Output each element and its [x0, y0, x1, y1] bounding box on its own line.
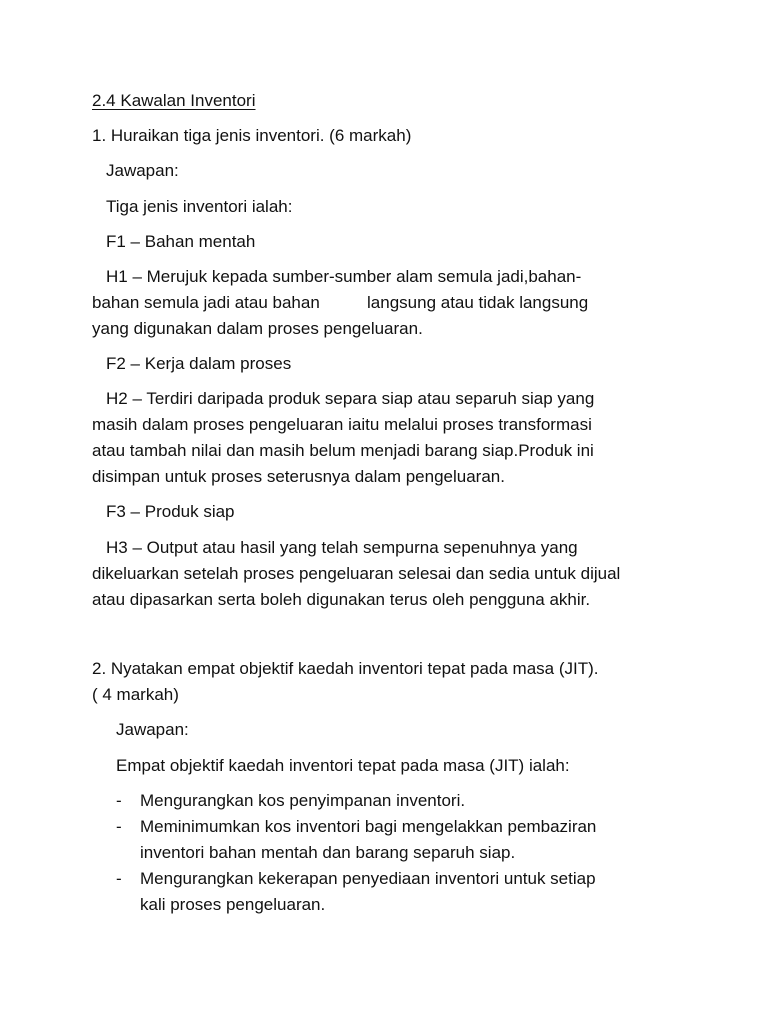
q2-bullet-2-line-1: Meminimumkan kos inventori bagi mengelakkan pembaziran	[140, 817, 597, 836]
question-2-line-2: ( 4 markah)	[92, 685, 179, 704]
q1-h1-line-3: yang digunakan dalam proses pengeluaran.	[92, 319, 423, 338]
q1-answer-label: Jawapan:	[106, 161, 179, 180]
q2-intro: Empat objektif kaedah inventori tepat pada masa (JIT) ialah:	[116, 756, 570, 775]
q1-h1-line-1: H1 – Merujuk kepada sumber-sumber alam semula jadi,bahan-	[106, 267, 582, 286]
q1-h2-line-4: disimpan untuk proses seterusnya dalam pengeluaran.	[92, 467, 505, 486]
q1-f2: F2 – Kerja dalam proses	[106, 354, 292, 373]
q2-bullet-3-dash: -	[116, 869, 122, 888]
question-2-line-1: 2. Nyatakan empat objektif kaedah inventori tepat pada masa (JIT).	[92, 659, 599, 678]
q1-h2-line-2: masih dalam proses pengeluaran iaitu melalui proses transformasi	[92, 415, 592, 434]
q2-bullet-1-dash: -	[116, 791, 122, 810]
q1-h2-line-1: H2 – Terdiri daripada produk separa siap atau separuh siap yang	[106, 389, 595, 408]
section-heading: 2.4 Kawalan Inventori	[92, 91, 256, 110]
q2-answer-label: Jawapan:	[116, 720, 189, 739]
q1-intro: Tiga jenis inventori ialah:	[106, 197, 293, 216]
q2-bullet-3-line-2: kali proses pengeluaran.	[140, 895, 326, 914]
q1-f3: F3 – Produk siap	[106, 502, 235, 521]
q1-h3-line-3: atau dipasarkan serta boleh digunakan terus oleh pengguna akhir.	[92, 590, 591, 609]
q1-h3-line-2: dikeluarkan setelah proses pengeluaran selesai dan sedia untuk dijual	[92, 564, 621, 583]
q1-h2-line-3: atau tambah nilai dan masih belum menjadi barang siap.Produk ini	[92, 441, 594, 460]
q1-h1-line-2: bahan semula jadi atau bahan langsung atau tidak langsung	[92, 293, 589, 312]
q2-bullet-2-line-2: inventori bahan mentah dan barang separuh siap.	[140, 843, 516, 862]
q2-bullet-2-dash: -	[116, 817, 122, 836]
question-1: 1. Huraikan tiga jenis inventori. (6 markah)	[92, 126, 412, 145]
q1-f1: F1 – Bahan mentah	[106, 232, 256, 251]
q2-bullet-3-line-1: Mengurangkan kekerapan penyediaan inventori untuk setiap	[140, 869, 596, 888]
q2-bullet-1-line-1: Mengurangkan kos penyimpanan inventori.	[140, 791, 466, 810]
q1-h3-line-1: H3 – Output atau hasil yang telah sempurna sepenuhnya yang	[106, 538, 578, 557]
